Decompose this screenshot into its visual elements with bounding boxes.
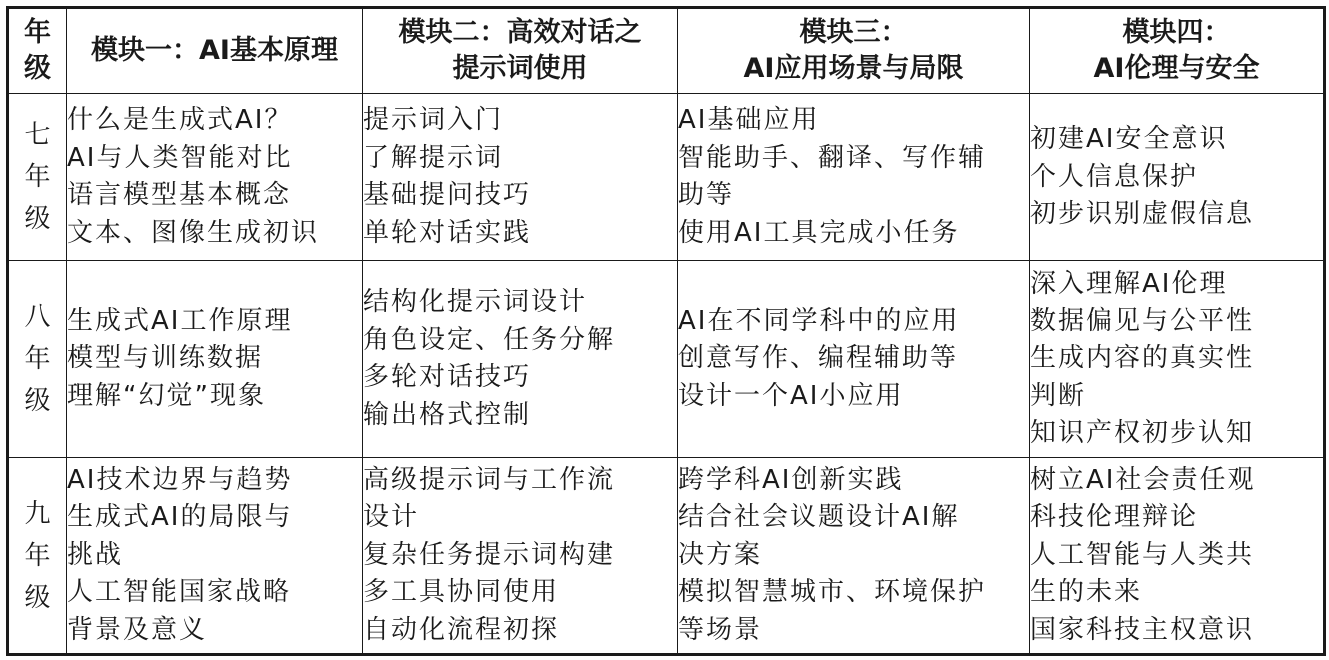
- grade-7-module-4-cell: [1030, 94, 1325, 261]
- topic-line: 结构化提示词设计: [363, 287, 588, 318]
- topic-line: 背景及意义: [67, 614, 208, 645]
- grade-7-module-2-cell: [363, 94, 678, 261]
- topic-line: 多轮对话技巧: [363, 362, 532, 393]
- grade-char: 年: [24, 540, 51, 571]
- topic-line: 生成内容的真实性: [1030, 343, 1255, 374]
- grade-char: 九: [24, 498, 51, 529]
- topic-line: 生的未来: [1030, 577, 1143, 608]
- grade-header: [8, 8, 67, 94]
- topic-line: AI基础应用: [678, 105, 820, 136]
- topic-line: 模型与训练数据: [67, 343, 264, 374]
- module-2-title: 提示词使用: [452, 53, 588, 85]
- module-2-title: 模块二：高效对话之: [398, 17, 642, 49]
- topic-line: 提示词入门: [363, 105, 504, 136]
- module-3-title: AI应用场景与局限: [743, 53, 964, 85]
- topic-line: 结合社会议题设计AI解: [678, 502, 960, 533]
- grade-7-module-3-cell: [678, 94, 1030, 261]
- topic-line: 初步识别虚假信息: [1030, 198, 1255, 229]
- grade-char: 级: [24, 582, 51, 613]
- topic-line: 科技伦理辩论: [1030, 502, 1199, 533]
- grade-8-module-1-cell: [67, 261, 363, 458]
- topic-line: 初建AI安全意识: [1030, 124, 1228, 155]
- topic-line: 模拟智慧城市、环境保护: [678, 577, 987, 608]
- topic-line: 多工具协同使用: [363, 577, 560, 608]
- topic-line: 设计一个AI小应用: [678, 380, 904, 411]
- grade-char: 七: [24, 120, 51, 151]
- topic-line: 深入理解AI伦理: [1030, 268, 1228, 299]
- module-3-title: 模块三：: [799, 17, 908, 49]
- topic-line: 决方案: [678, 539, 763, 570]
- topic-line: 数据偏见与公平性: [1030, 306, 1255, 336]
- topic-line: 人工智能国家战略: [67, 577, 292, 608]
- topic-line: 人工智能与人类共: [1030, 539, 1255, 570]
- grade-9-module-3-cell: [678, 458, 1030, 655]
- topic-line: 跨学科AI创新实践: [678, 465, 904, 496]
- grade-char: 八: [24, 302, 51, 333]
- grade-8-label: [8, 261, 67, 458]
- grade-9-module-4-cell: [1030, 458, 1325, 655]
- topic-line: 什么是生成式AI？: [67, 105, 293, 136]
- header-row: [8, 8, 1325, 94]
- grade-8-module-2-cell: [363, 261, 678, 458]
- topic-line: 树立AI社会责任观: [1030, 465, 1256, 496]
- topic-line: 挑战: [67, 539, 124, 570]
- grade-9-module-1-cell: [67, 458, 363, 655]
- topic-line: 输出格式控制: [363, 399, 532, 430]
- topic-line: 生成式AI的局限与: [67, 502, 293, 533]
- topic-line: 国家科技主权意识: [1030, 614, 1255, 645]
- topic-line: 语言模型基本概念: [67, 180, 292, 211]
- grade-8-row: [8, 261, 1325, 458]
- module-4-title: 模块四：: [1122, 17, 1231, 49]
- topic-line: AI在不同学科中的应用: [678, 306, 960, 336]
- topic-line: 设计: [363, 502, 420, 533]
- grade-header-line: 级: [24, 53, 51, 85]
- grade-8-module-4-cell: [1030, 261, 1325, 458]
- topic-line: 知识产权初步认知: [1030, 418, 1255, 449]
- module-4-title: AI伦理与安全: [1093, 53, 1260, 85]
- topic-line: 等场景: [678, 614, 763, 645]
- grade-7-module-1-cell: [67, 94, 363, 261]
- module-1-header: [67, 8, 363, 94]
- topic-line: 生成式AI工作原理: [67, 306, 293, 336]
- grade-char: 级: [24, 204, 51, 235]
- topic-line: 高级提示词与工作流: [363, 465, 616, 496]
- topic-line: 助等: [678, 180, 735, 211]
- module-3-header: [678, 8, 1030, 94]
- topic-line: 复杂任务提示词构建: [363, 539, 616, 570]
- grade-9-row: [8, 458, 1325, 655]
- grade-char: 级: [24, 386, 51, 417]
- grade-7-row: [8, 94, 1325, 261]
- grade-7-label: [8, 94, 67, 261]
- topic-line: 文本、图像生成初识: [67, 217, 320, 248]
- topic-line: 理解“幻觉”现象: [67, 380, 266, 411]
- topic-line: 基础提问技巧: [363, 180, 532, 211]
- grade-9-label: [8, 458, 67, 655]
- topic-line: 自动化流程初探: [363, 614, 560, 645]
- grade-char: 年: [24, 162, 51, 193]
- grade-8-module-3-cell: [678, 261, 1030, 458]
- topic-line: 智能助手、翻译、写作辅: [678, 142, 987, 173]
- topic-line: 创意写作、编程辅助等: [678, 343, 959, 374]
- module-2-header: [363, 8, 678, 94]
- topic-line: AI技术边界与趋势: [67, 465, 293, 496]
- topic-line: 判断: [1030, 380, 1087, 411]
- module-1-title: 模块一：AI基本原理: [91, 35, 338, 67]
- topic-line: 了解提示词: [363, 142, 504, 173]
- topic-line: 角色设定、任务分解: [363, 324, 616, 355]
- topic-line: 单轮对话实践: [363, 217, 532, 248]
- grade-header-line: 年: [24, 17, 51, 49]
- topic-line: 使用AI工具完成小任务: [678, 217, 960, 248]
- grade-char: 年: [24, 344, 51, 375]
- topic-line: AI与人类智能对比: [67, 142, 293, 173]
- module-4-header: [1030, 8, 1325, 94]
- topic-line: 个人信息保护: [1030, 161, 1199, 192]
- grade-9-module-2-cell: [363, 458, 678, 655]
- curriculum-table: [6, 6, 1326, 656]
